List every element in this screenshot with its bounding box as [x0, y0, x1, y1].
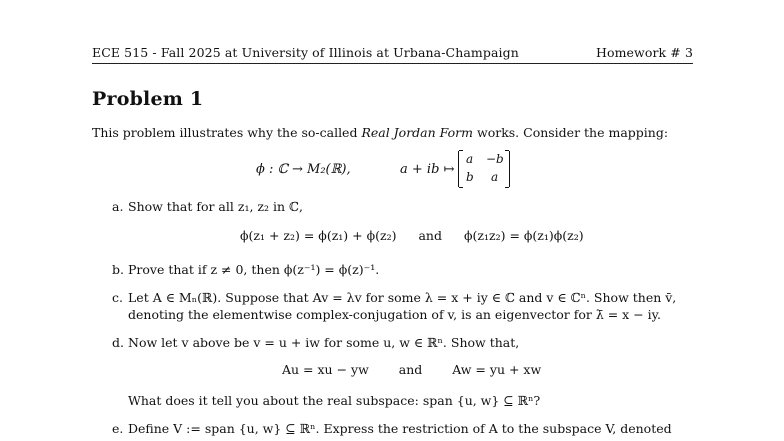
item-text-line2: denoting the elementwise complex-conjugation of v, is an eigenvector for λ̄ = x − iy.: [128, 307, 662, 322]
equation-left: Au = xu − yw: [282, 362, 369, 377]
header-rule: [92, 63, 693, 64]
equation-left: ϕ(z₁ + z₂) = ϕ(z₁) + ϕ(z₂): [240, 228, 397, 243]
homework-number: Homework # 3: [595, 45, 693, 60]
intro-emphasis: Real Jordan Form: [361, 125, 474, 140]
mapping-lhs: ϕ : ℂ → M₂(ℝ),: [256, 162, 351, 177]
equation-right: ϕ(z₁z₂) = ϕ(z₁)ϕ(z₂): [464, 228, 584, 243]
item-label: e.: [112, 421, 124, 436]
item-text: Show that for all z₁, z₂ in ℂ,: [128, 199, 303, 214]
matrix-cell: −b: [486, 152, 504, 166]
item-label: c.: [112, 290, 123, 305]
display-equation-d: [282, 362, 541, 377]
equation-conj: and: [418, 228, 442, 243]
intro-text-end: works. Consider the mapping:: [473, 125, 669, 140]
question-d: What does it tell you about the real subspace: span {u, w} ⊆ ℝⁿ?: [128, 393, 541, 408]
item-text: Let A ∈ Mₙ(ℝ). Suppose that Av = λv for some λ = x + iy ∈ ℂ and v ∈ ℂⁿ. Show then v̄,: [128, 290, 677, 305]
matrix-cell: a: [466, 152, 474, 166]
mapping-rhs: a + ib ↦: [400, 162, 455, 177]
item-label: b.: [112, 262, 124, 277]
item-text: Now let v above be v = u + iw for some u, w ∈ ℝⁿ. Show that,: [128, 335, 520, 350]
problem-title: Problem 1: [92, 88, 204, 110]
equation-conj: and: [398, 362, 423, 377]
item-label: d.: [112, 335, 124, 350]
intro-text: This problem illustrates why the so-called: [92, 125, 362, 140]
matrix-cell: a: [491, 170, 499, 184]
course-title: ECE 515 - Fall 2025 at University of Illinois at Urbana-Champaign: [92, 45, 519, 60]
matrix: [458, 151, 510, 187]
item-text: Prove that if z ≠ 0, then ϕ(z⁻¹) = ϕ(z)⁻¹.: [128, 262, 380, 277]
matrix-cell: b: [466, 170, 474, 184]
page-header: [92, 45, 693, 60]
problem-intro: [92, 125, 702, 140]
mapping-equation: [0, 150, 784, 190]
item-label: a.: [112, 199, 124, 214]
equation-right: Aw = yu + xw: [452, 362, 542, 377]
item-text: Define V := span {u, w} ⊆ ℝⁿ. Express the restriction of A to the subspace V, denoted: [128, 421, 672, 436]
display-equation-a: [240, 228, 584, 243]
